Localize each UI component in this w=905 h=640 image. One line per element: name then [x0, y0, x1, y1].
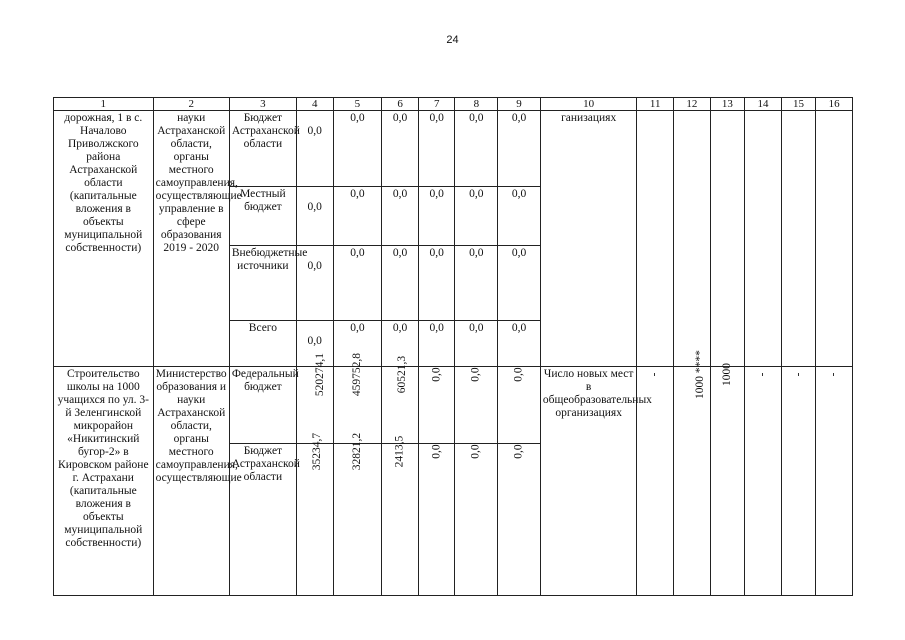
- value-cell: 0,0: [418, 367, 455, 444]
- indicator-cell: ганизациях: [540, 111, 637, 367]
- value-cell: 0,0: [418, 111, 455, 187]
- value-cell: 0,0: [498, 187, 541, 246]
- value-cell: 0,0: [498, 245, 541, 320]
- col-header: 1: [54, 98, 154, 111]
- col-header: 2: [153, 98, 229, 111]
- col-header: 13: [710, 98, 745, 111]
- value-cell: 0,0: [333, 245, 382, 320]
- funding-source: Местный бюджет: [229, 187, 296, 246]
- col-header: 10: [540, 98, 637, 111]
- col-header: 6: [382, 98, 419, 111]
- value-cell: 0,0: [382, 320, 419, 367]
- value-cell: -: [637, 367, 674, 596]
- value-cell: 0,0: [455, 187, 498, 246]
- table-row: [54, 111, 853, 187]
- empty-cell: [710, 111, 745, 367]
- col-header: 15: [781, 98, 816, 111]
- value-cell: 0,0: [296, 320, 333, 367]
- value-cell: 0,0: [382, 245, 419, 320]
- value-cell: -: [816, 367, 853, 596]
- col-header: 4: [296, 98, 333, 111]
- empty-cell: [745, 111, 782, 367]
- value-cell: 0,0: [333, 187, 382, 246]
- col-header: 16: [816, 98, 853, 111]
- value-cell: 0,0: [455, 367, 498, 444]
- value-cell: 0,0: [333, 320, 382, 367]
- value-cell: 0,0: [455, 320, 498, 367]
- col-header: 12: [674, 98, 711, 111]
- col-header: 8: [455, 98, 498, 111]
- value-cell: 60521,3: [382, 367, 419, 444]
- value-cell: 520274,1: [296, 367, 333, 444]
- value-cell: 1000 ****: [674, 367, 711, 596]
- value-cell: 459752,8: [333, 367, 382, 444]
- col-header: 5: [333, 98, 382, 111]
- funding-source: Бюджет Астраханской области: [229, 444, 296, 596]
- empty-cell: [816, 111, 853, 367]
- empty-cell: [674, 111, 711, 367]
- value-cell: 0,0: [418, 187, 455, 246]
- value-cell: 0,0: [382, 111, 419, 187]
- col-header: 11: [637, 98, 674, 111]
- col-header: 9: [498, 98, 541, 111]
- value-cell: 0,0: [498, 111, 541, 187]
- funding-source: Внебюджетные источники: [229, 245, 296, 320]
- value-cell: 0,0: [418, 245, 455, 320]
- page-number: 24: [446, 34, 459, 46]
- executor-cell: Министерство образования и науки Астраханской области, органы местного самоуправления, осуществляющие: [153, 367, 229, 596]
- value-cell: -: [745, 367, 782, 596]
- value-cell: 0,0: [418, 444, 455, 596]
- value-cell: 0,0: [455, 444, 498, 596]
- value-cell: 32821,2: [333, 444, 382, 596]
- funding-source: Федеральный бюджет: [229, 367, 296, 444]
- empty-cell: [637, 111, 674, 367]
- value-cell: 2413,5: [382, 444, 419, 596]
- executor-cell: науки Астраханской области, органы местного самоуправления, осуществляющие управление в сфере образования 2019 - 2020: [153, 111, 229, 367]
- value-cell: 0,0: [455, 245, 498, 320]
- value-cell: 0,0: [418, 320, 455, 367]
- table-row: [54, 367, 853, 444]
- value-cell: -: [781, 367, 816, 596]
- value-cell: 0,0: [455, 111, 498, 187]
- value-cell: 0,0: [498, 367, 541, 444]
- value-cell: 0,0: [498, 444, 541, 596]
- col-header: 7: [418, 98, 455, 111]
- value-cell: 0,0: [296, 245, 333, 320]
- indicator-cell: Число новых мест в общеобразовательных организациях: [540, 367, 637, 596]
- col-header: 3: [229, 98, 296, 111]
- funding-source: Всего: [229, 320, 296, 367]
- funding-source: Бюджет Астраханской области: [229, 111, 296, 187]
- program-table: [53, 97, 853, 596]
- value-cell: 0,0: [296, 111, 333, 187]
- value-cell: 0,0: [382, 187, 419, 246]
- empty-cell: [781, 111, 816, 367]
- object-cell: Строительство школы на 1000 учащихся по ул. 3-й Зеленгинской микрорайон «Никитинский бугор-2» в Кировском районе г. Астрахани (капитальные вложения в объекты муниципальной собственности): [54, 367, 154, 596]
- value-cell: 0,0: [333, 111, 382, 187]
- col-header: 14: [745, 98, 782, 111]
- object-cell: дорожная, 1 в с. Началово Приволжского района Астраханской области (капитальные вложения в объекты муниципальной собственности): [54, 111, 154, 367]
- value-cell: 1000: [710, 367, 745, 596]
- value-cell: 0,0: [498, 320, 541, 367]
- column-number-row: [54, 98, 853, 111]
- value-cell: 35234,7: [296, 444, 333, 596]
- value-cell: 0,0: [296, 187, 333, 246]
